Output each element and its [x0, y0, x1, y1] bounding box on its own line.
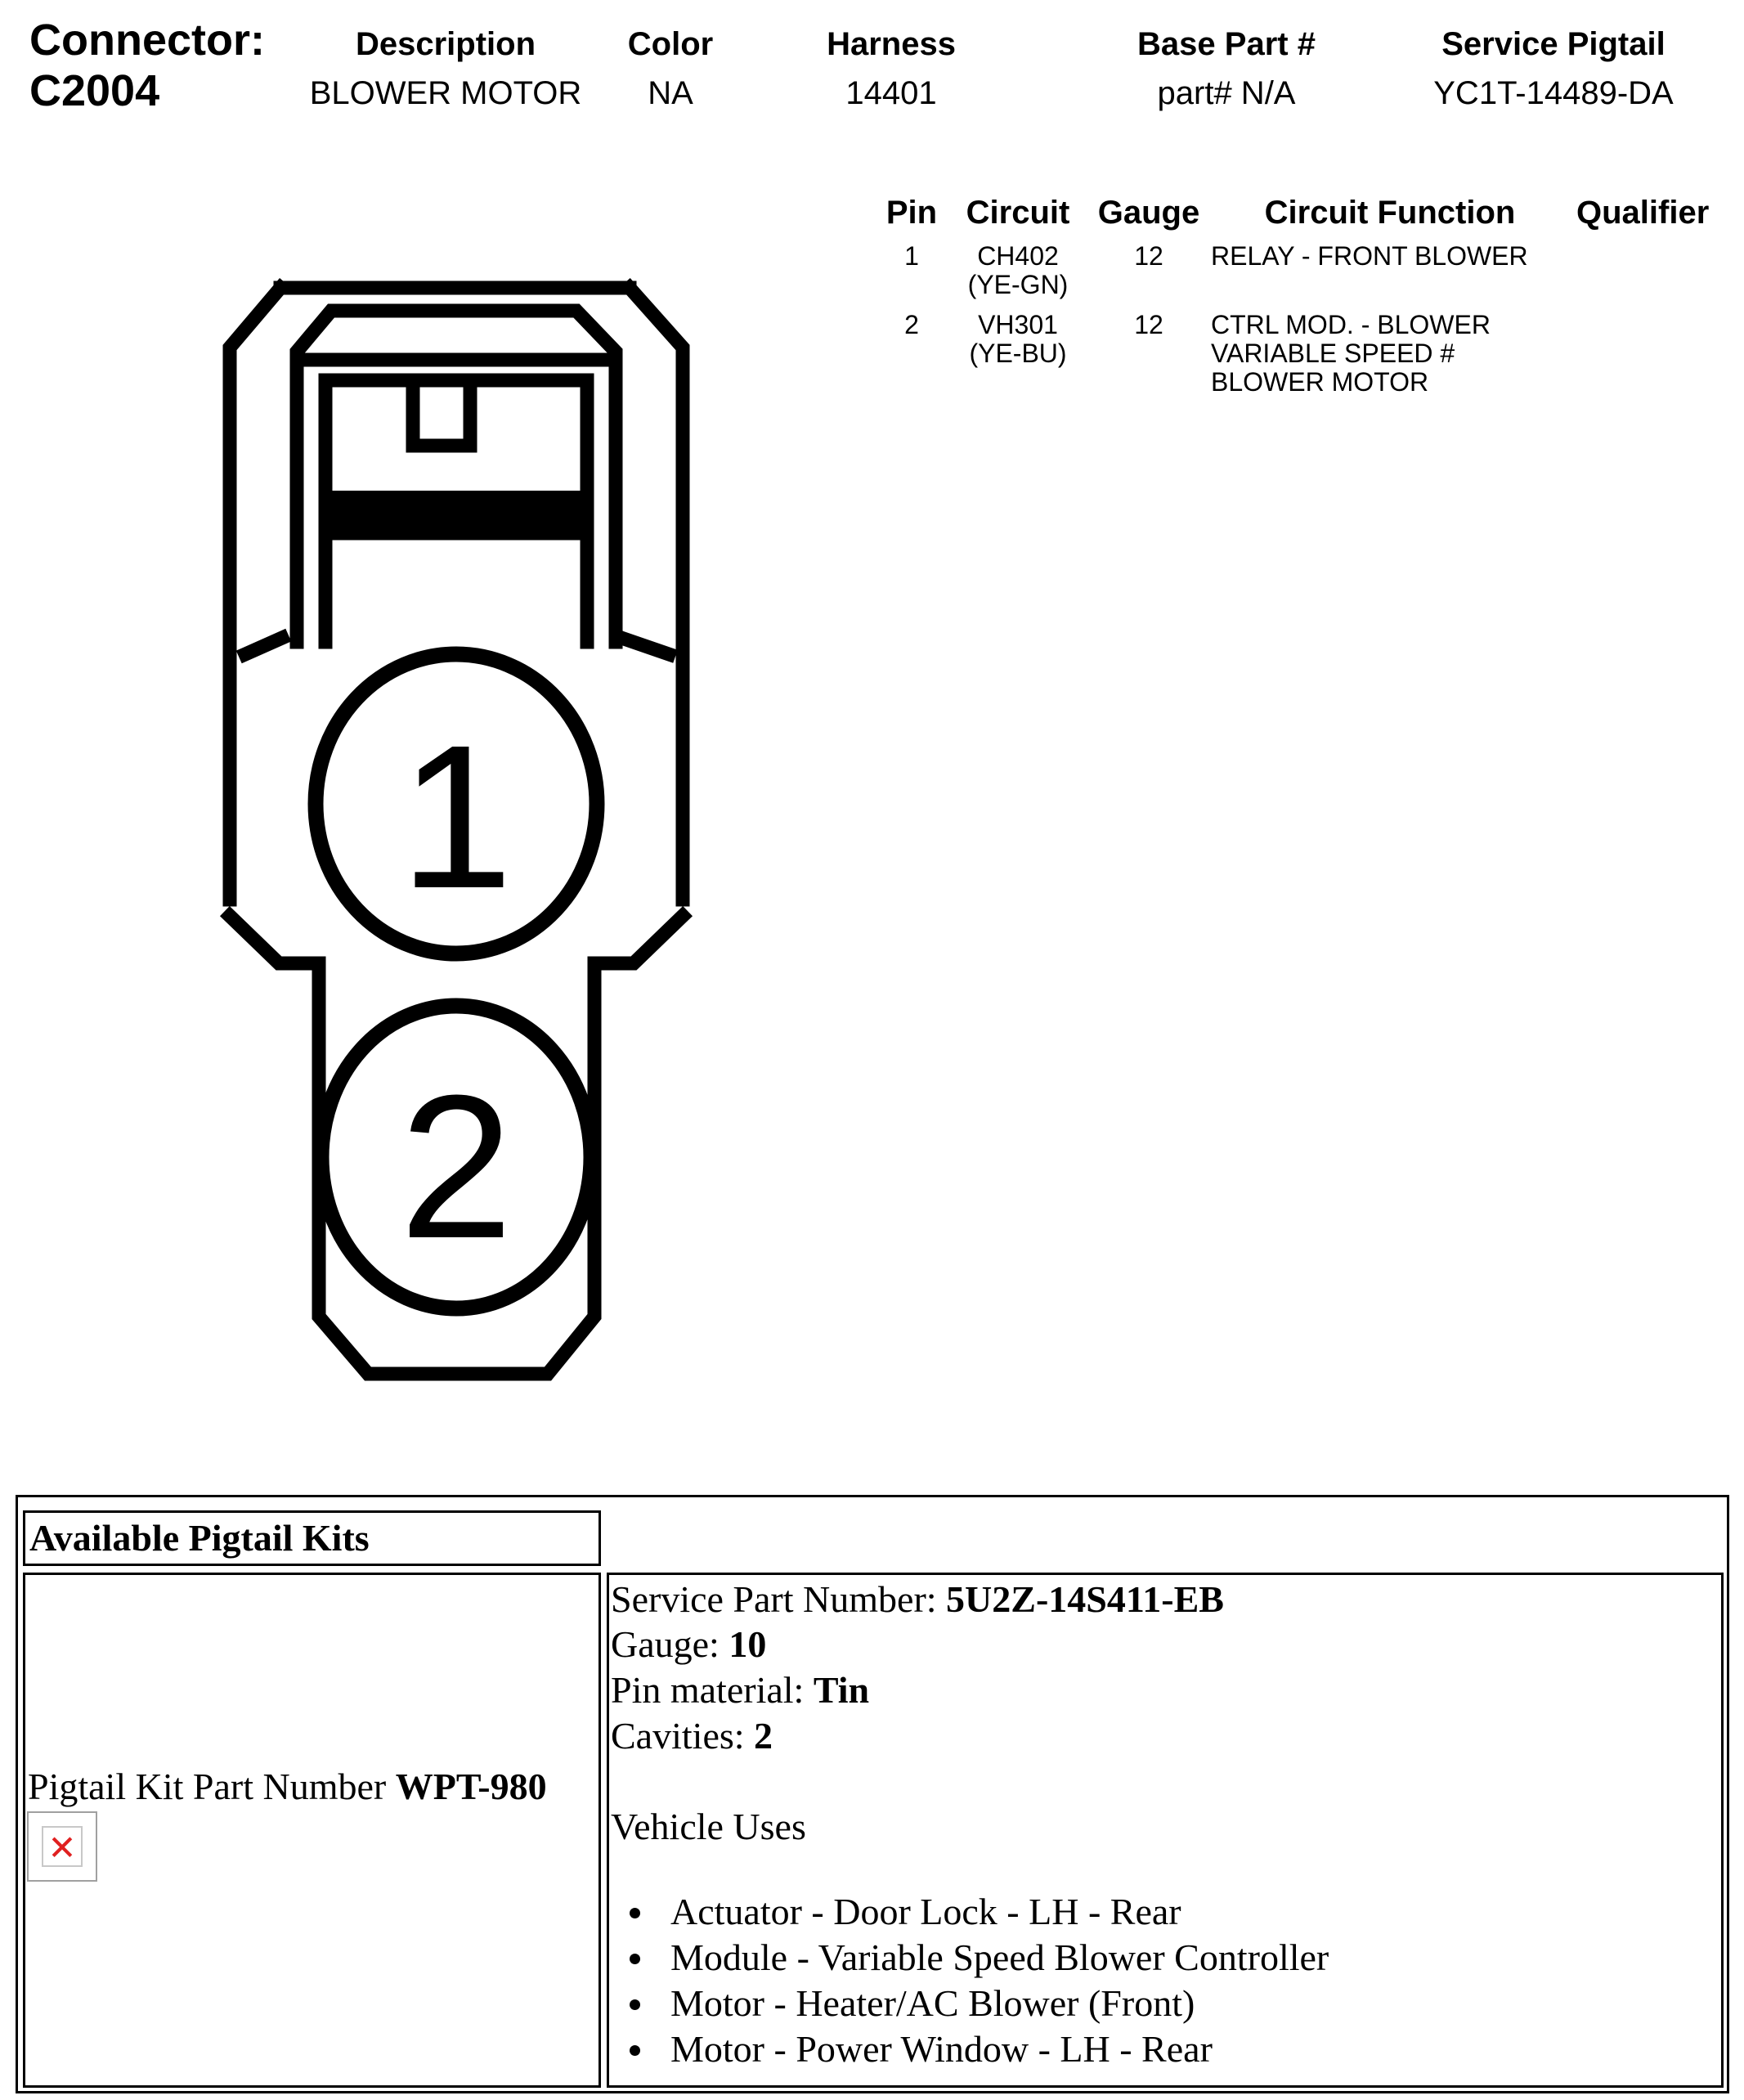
pin-number: 2	[904, 310, 919, 339]
header-label-service-pigtail: Service Pigtail	[1441, 26, 1666, 62]
vehicle-uses-title: Vehicle Uses	[611, 1806, 806, 1847]
vehicle-use: Motor - Power Window - LH - Rear	[670, 2028, 1213, 2070]
list-item	[670, 1935, 1329, 1981]
header-value-description: BLOWER MOTOR	[309, 75, 582, 111]
list-item	[670, 1889, 1329, 1935]
header-label-description: Description	[355, 26, 536, 62]
pin-table-header-gauge: Gauge	[1097, 195, 1200, 231]
pin-1-label: 1	[399, 702, 513, 931]
connector-label: Connector:	[29, 16, 265, 65]
cavities-detail	[611, 1714, 773, 1757]
pigtail-kit-image	[27, 1811, 97, 1882]
broken-image-icon: ✕	[42, 1826, 83, 1867]
list-item	[670, 1981, 1329, 2026]
circuit-id: VH301	[978, 310, 1058, 339]
vehicle-use: Module - Variable Speed Blower Controller	[670, 1936, 1329, 1978]
detail-label: Cavities:	[611, 1715, 745, 1757]
latch-outline	[297, 311, 616, 360]
header-value-service-pigtail: YC1T-14489-DA	[1433, 75, 1674, 111]
circuit-color: (YE-GN)	[967, 270, 1069, 299]
circuit-gauge: 12	[1134, 241, 1163, 271]
gauge-detail	[611, 1622, 766, 1666]
header-label-base-part: Base Part #	[1137, 26, 1316, 62]
pigtail-kit-cell	[23, 1573, 601, 2088]
circuit-gauge: 12	[1134, 310, 1163, 339]
bullet-icon	[630, 1999, 640, 2010]
housing-outline	[630, 288, 683, 900]
pigtail-kit-number: WPT-980	[395, 1766, 547, 1807]
detail-label: Gauge:	[611, 1623, 720, 1665]
pin-2-label: 2	[399, 1052, 513, 1281]
bullet-icon	[630, 2045, 640, 2056]
bullet-icon	[630, 1954, 640, 1964]
circuit-function: BLOWER MOTOR	[1211, 367, 1429, 397]
vehicle-use: Actuator - Door Lock - LH - Rear	[670, 1891, 1181, 1932]
header-value-base-part: part# N/A	[1157, 75, 1296, 111]
detail-label: Pin material:	[611, 1669, 805, 1711]
connector-face-diagram	[213, 270, 703, 1398]
service-part-number	[611, 1577, 1224, 1621]
bullet-icon	[630, 1908, 640, 1918]
pin-material-detail	[611, 1668, 869, 1712]
detail-value: Tin	[813, 1669, 870, 1711]
pigtail-section-title: Available Pigtail Kits	[29, 1517, 370, 1559]
pin-table-header-function: Circuit Function	[1264, 195, 1516, 231]
pin-table-header-qualifier: Qualifier	[1576, 195, 1710, 231]
circuit-function: RELAY - FRONT BLOWER	[1211, 241, 1528, 271]
housing-outline	[230, 288, 280, 900]
latch-bar	[325, 491, 587, 527]
circuit-function: CTRL MOD. - BLOWER	[1211, 310, 1491, 339]
header-value-harness: 14401	[845, 75, 937, 111]
latch-tab	[413, 380, 470, 446]
housing-outline	[230, 916, 319, 963]
vehicle-use: Motor - Heater/AC Blower (Front)	[670, 1982, 1195, 2024]
circuit-color: (YE-BU)	[969, 339, 1067, 368]
header-label-harness: Harness	[827, 26, 956, 62]
pin-table-header-circuit: Circuit	[966, 195, 1070, 231]
header-label-color: Color	[627, 26, 714, 62]
pin-table-header-pin: Pin	[885, 195, 938, 231]
circuit-id: CH402	[977, 241, 1059, 271]
pin-number: 1	[904, 241, 919, 271]
housing-outline	[594, 916, 683, 963]
pigtail-kit-part	[28, 1765, 547, 1808]
detail-label: Service Part Number:	[611, 1578, 937, 1620]
pigtail-kit-label: Pigtail Kit Part Number	[28, 1766, 387, 1807]
housing-outline	[621, 638, 669, 654]
detail-value: 5U2Z-14S411-EB	[946, 1578, 1224, 1620]
header-value-color: NA	[648, 75, 693, 111]
circuit-function: VARIABLE SPEED #	[1211, 339, 1455, 368]
list-item	[670, 2026, 1329, 2072]
housing-outline	[245, 638, 282, 654]
vehicle-uses-list	[670, 1889, 1329, 2072]
connector-id: C2004	[29, 66, 160, 115]
detail-value: 10	[729, 1623, 767, 1665]
detail-value: 2	[754, 1715, 773, 1757]
